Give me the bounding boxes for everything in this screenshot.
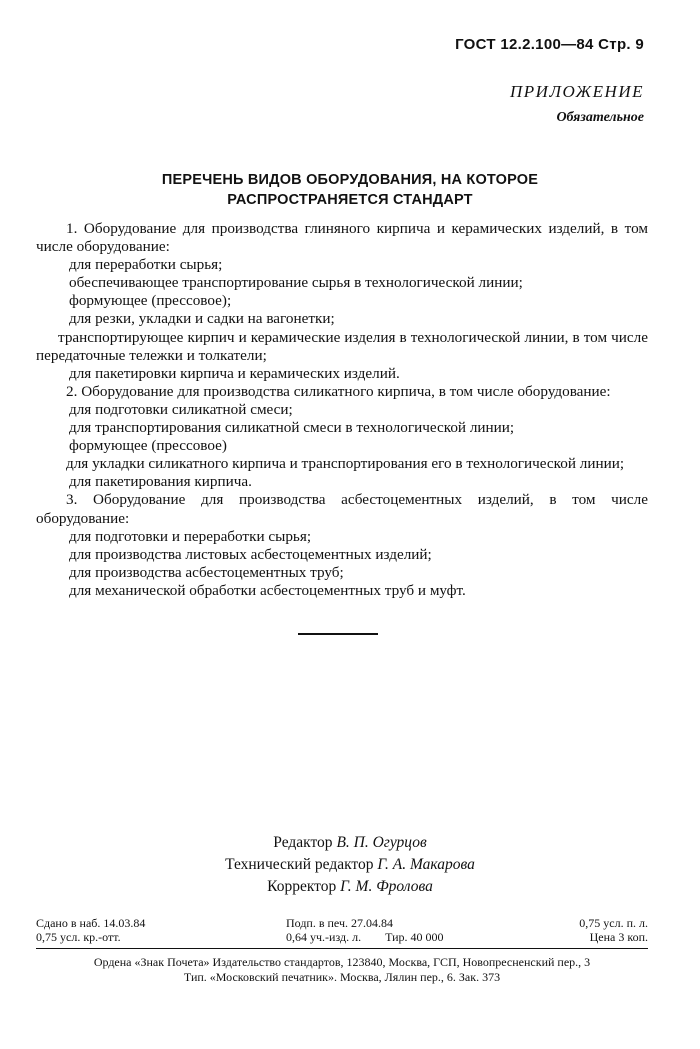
list-item: для производства листовых асбестоцементных изделий; <box>69 545 432 563</box>
credit-role: Корректор <box>267 878 337 895</box>
list-item: транспортирующее кирпич и керамические изделия в технологической линии, в том числе передаточные тележки и толкатели; <box>36 328 648 364</box>
publisher-footer <box>36 955 648 985</box>
credit-role: Технический редактор <box>225 856 374 873</box>
imprint-cell: 0,64 уч.-изд. л. Тир. 40 000 <box>286 930 444 944</box>
list-item: обеспечивающее транспортирование сырья в технологической линии; <box>69 274 523 292</box>
credit-line <box>0 876 700 898</box>
appendix-status: Обязательное <box>556 110 644 125</box>
list-item: для пакетировки кирпича и керамических изделий. <box>69 364 400 382</box>
footer-line: Ордена «Знак Почета» Издательство стандартов, 123840, Москва, ГСП, Новопресненский пер., 3 <box>93 955 591 969</box>
imprint-cell: Подп. в печ. 27.04.84 <box>286 916 393 930</box>
list-item: для транспортирования силикатной смеси в технологической линии; <box>69 419 515 437</box>
title-line: РАСПРОСТРАНЯЕТСЯ СТАНДАРТ <box>227 192 473 208</box>
imprint-cell: Цена 3 коп. <box>589 930 648 944</box>
credit-name: Г. М. Фролова <box>340 878 433 895</box>
list-item: для производства асбестоцементных труб; <box>69 563 344 581</box>
page-label: Стр. 9 <box>598 36 644 53</box>
imprint-row <box>36 930 648 944</box>
list-item: формующее (прессовое); <box>69 292 232 310</box>
section-lead: 1. Оборудование для производства глиняного кирпича и керамических изделий, в том числе оборудование: <box>36 220 648 256</box>
appendix-title: ПРИЛОЖЕНИЕ <box>510 82 644 101</box>
print-imprint <box>36 916 648 944</box>
editorial-credits <box>0 832 700 898</box>
appendix-heading <box>510 82 644 126</box>
list-item: для переработки сырья; <box>69 256 223 274</box>
imprint-cell: Сдано в наб. 14.03.84 <box>36 916 146 930</box>
credit-line <box>0 832 700 854</box>
credit-name: В. П. Огурцов <box>336 834 427 851</box>
list-item: формующее (прессовое) <box>69 437 227 455</box>
running-header <box>455 36 644 53</box>
section-lead: 2. Оборудование для производства силикатного кирпича, в том числе оборудование: <box>66 382 611 400</box>
equipment-list <box>36 220 648 600</box>
list-item: для подготовки силикатной смеси; <box>69 400 293 418</box>
standard-reference: ГОСТ 12.2.100—84 <box>455 36 594 53</box>
list-item: для пакетирования кирпича. <box>69 473 252 491</box>
footer-line: Тип. «Московский печатник». Москва, Лялин пер., 6. Зак. 373 <box>183 970 501 984</box>
list-item: для укладки силикатного кирпича и транспортирования его в технологической линии; <box>66 455 625 473</box>
section-lead: 3. Оборудование для производства асбестоцементных изделий, в том числе оборудование: <box>36 491 648 527</box>
list-item: для подготовки и переработки сырья; <box>69 527 312 545</box>
list-item: для механической обработки асбестоцементных труб и муфт. <box>69 581 466 599</box>
list-item: для резки, укладки и садки на вагонетки; <box>69 310 335 328</box>
footer-rule <box>36 948 648 949</box>
imprint-cell: 0,75 усл. п. л. <box>579 916 648 930</box>
document-title <box>0 170 700 210</box>
imprint-cell: 0,75 усл. кр.-отт. <box>36 930 121 944</box>
section-divider <box>298 633 378 635</box>
imprint-row <box>36 916 648 930</box>
title-line: ПЕРЕЧЕНЬ ВИДОВ ОБОРУДОВАНИЯ, НА КОТОРОЕ <box>161 172 539 188</box>
credit-name: Г. А. Макарова <box>377 856 475 873</box>
credit-line <box>0 854 700 876</box>
credit-role: Редактор <box>273 834 333 851</box>
